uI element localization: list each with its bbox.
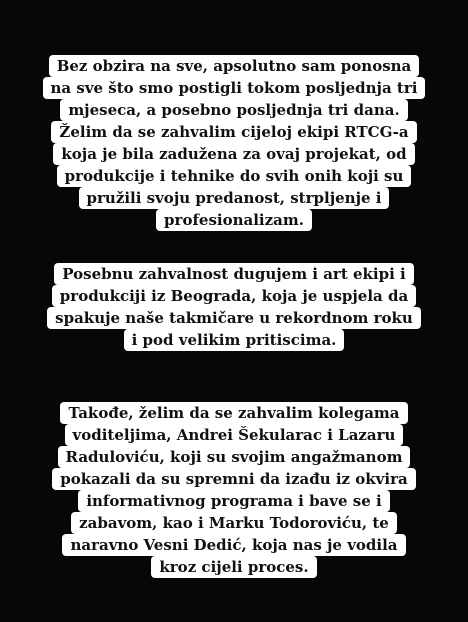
text-line: koja je bila zadužena za ovaj projekat, od — [53, 143, 414, 165]
text-line: i pod velikim pritiscima. — [124, 329, 345, 351]
text-line: pružili svoju predanost, strpljenje i — [79, 187, 390, 209]
text-line: voditeljima, Andrei Šekularac i Lazaru — [65, 424, 404, 446]
text-line: Posebnu zahvalnost dugujem i art ekipi i — [54, 263, 413, 285]
text-line: Želim da se zahvalim cijeloj ekipi RTCG-a — [51, 121, 416, 143]
text-line: informativnog programa i bave se i — [78, 490, 389, 512]
text-line: kroz cijeli proces. — [151, 556, 316, 578]
text-line: produkciji iz Beograda, koja je uspjela da — [52, 285, 416, 307]
text-line: mjeseca, a posebno posljednja tri dana. — [60, 99, 407, 121]
text-line: naravno Vesni Dedić, koja nas je vodila — [62, 534, 405, 556]
text-line: Bez obzira na sve, apsolutno sam ponosna — [49, 55, 420, 77]
text-line: profesionalizam. — [156, 209, 312, 231]
paragraph-gratitude-team — [0, 55, 468, 231]
paragraph-gratitude-belgrade — [0, 263, 468, 351]
text-line: Takođe, želim da se zahvalim kolegama — [60, 402, 407, 424]
text-line: pokazali da su spremni da izađu iz okvira — [52, 468, 415, 490]
text-line: Raduloviću, koji su svojim angažmanom — [58, 446, 411, 468]
text-line: spakuje naše takmičare u rekordnom roku — [47, 307, 421, 329]
text-line: zabavom, kao i Marku Todoroviću, te — [71, 512, 397, 534]
text-line: produkcije i tehnike do svih onih koji su — [57, 165, 412, 187]
text-line: na sve što smo postigli tokom posljednja tri — [43, 77, 426, 99]
paragraph-gratitude-hosts — [0, 402, 468, 578]
